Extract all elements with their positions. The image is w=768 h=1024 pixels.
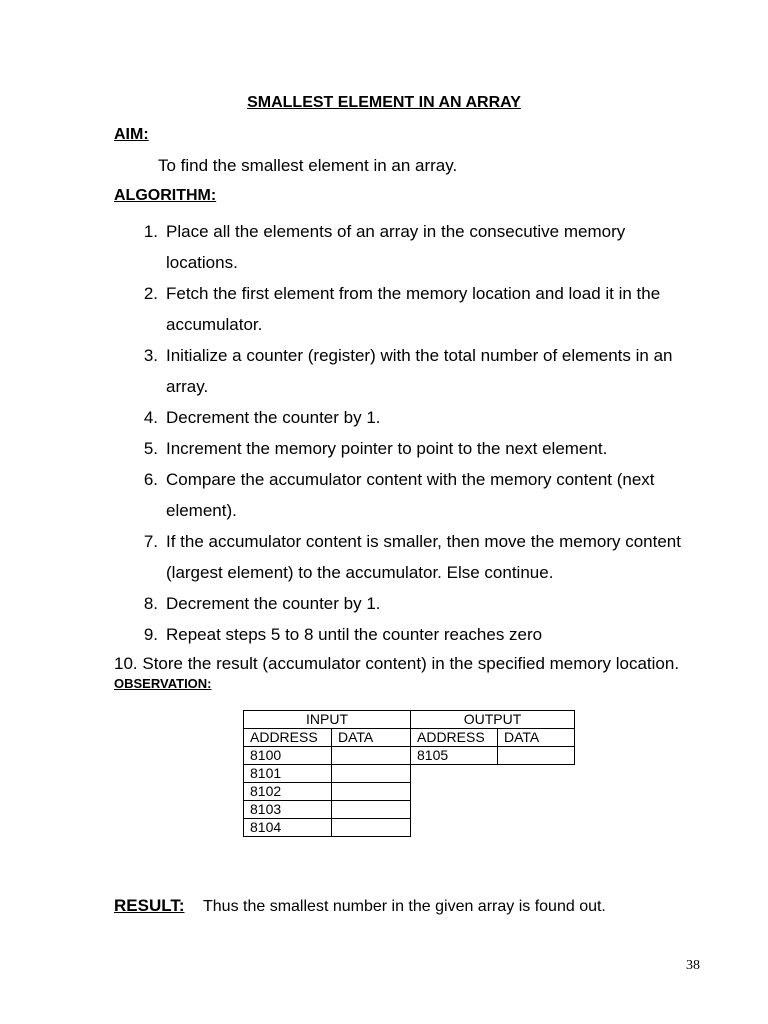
input-data-cell [332,765,411,783]
observation-heading: OBSERVATION: [114,676,212,691]
step-number: 3. [143,346,158,365]
step-line [122,371,722,402]
table-row [244,819,575,837]
step-line [122,402,722,433]
step-text: (largest element) to the accumulator. Else continue. [166,563,554,582]
step-line [122,278,722,309]
step-text: accumulator. [166,315,263,334]
output-address: 8105 [411,747,498,765]
output-data-label: DATA [498,729,575,747]
step-line [122,340,722,371]
table-header-row [244,711,575,729]
step-number: 5. [143,439,158,458]
step-text: locations. [166,253,238,272]
input-header: INPUT [244,711,411,729]
input-address: 8100 [244,747,332,765]
step-number: 2. [143,284,158,303]
step-line [122,526,722,557]
result-text: Thus the smallest number in the given array is found out. [203,898,606,915]
step-line [122,464,722,495]
table-row [244,747,575,765]
step-text: Place all the elements of an array in the consecutive memory [166,222,626,241]
step-text: Fetch the first element from the memory location and load it in the [166,284,661,303]
step-number [122,309,158,340]
table-subheader-row [244,729,575,747]
table-row [244,801,575,819]
result-label: RESULT: [114,896,185,915]
input-address-label: ADDRESS [244,729,332,747]
aim-text: To find the smallest element in an array. [158,156,458,175]
step-number: 8. [143,594,158,613]
input-data-cell [332,819,411,837]
input-data-cell [332,801,411,819]
step-text: Decrement the counter by 1. [166,594,381,613]
table-row [244,783,575,801]
page-number: 38 [686,958,700,973]
step-number: 4. [143,408,158,427]
step-line [122,557,722,588]
input-address: 8103 [244,801,332,819]
input-data-cell [332,747,411,765]
step-text: Initialize a counter (register) with the total number of elements in an [166,346,673,365]
step-line [122,495,722,526]
output-address-label: ADDRESS [411,729,498,747]
table-row [244,765,575,783]
input-data-cell [332,783,411,801]
output-header: OUTPUT [411,711,575,729]
step-line [122,588,722,619]
step-text: element). [166,501,237,520]
step-10: 10. Store the result (accumulator content) in the specified memory location. [114,654,680,673]
step-text: Increment the memory pointer to point to the next element. [166,439,608,458]
input-address: 8102 [244,783,332,801]
step-number [122,557,158,588]
page-title: SMALLEST ELEMENT IN AN ARRAY [247,94,521,111]
step-line [122,619,722,650]
step-text: Decrement the counter by 1. [166,408,381,427]
input-data-label: DATA [332,729,411,747]
step-number: 6. [143,470,158,489]
step-number [122,371,158,402]
step-line [122,247,722,278]
step-text: array. [166,377,209,396]
algorithm-steps [122,216,722,650]
step-text: Compare the accumulator content with the memory content (next [166,470,655,489]
step-line [122,216,722,247]
step-number: 9. [143,625,158,644]
input-address: 8104 [244,819,332,837]
observation-table [243,710,575,837]
step-text: If the accumulator content is smaller, then move the memory content [166,532,681,551]
algorithm-heading: ALGORITHM: [114,187,217,204]
step-number: 1. [143,222,158,241]
input-address: 8101 [244,765,332,783]
output-data-cell [498,747,575,765]
step-number [122,247,158,278]
step-text: Repeat steps 5 to 8 until the counter reaches zero [166,625,543,644]
step-number: 7. [143,532,158,551]
step-number [122,495,158,526]
aim-heading: AIM: [114,126,149,143]
step-line [122,433,722,464]
step-line [122,309,722,340]
